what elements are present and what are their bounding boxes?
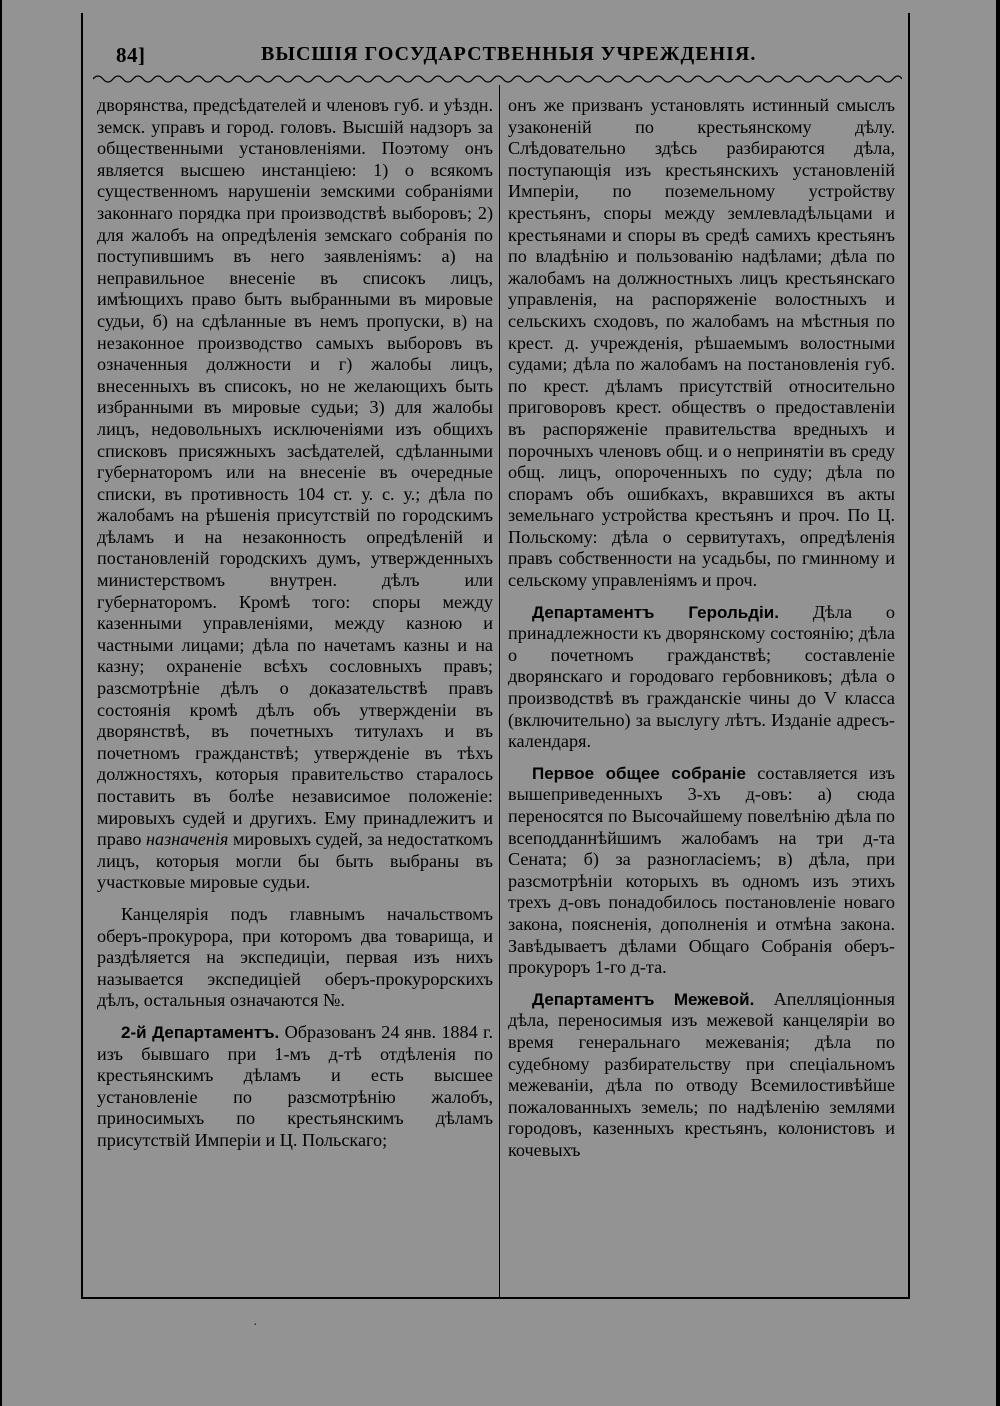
book-page — [2, 0, 996, 1406]
right-column — [508, 95, 895, 1162]
right-p3-body: составляется изъ вышеприведенныхъ 3-хъ д-овъ: а) сюда переносятся по Высочайшему повелѣнію дѣла по всеподданнѣйшимъ жалобамъ на три д-та Сената; б) за разногласіемъ; в) дѣла, при разсмотрѣніи которыхъ въ одномъ изъ этихъ трехъ д-овъ понадобилось постановленіе новаго закона, поясненія, дополненія и отмѣна закона. Завѣдываетъ дѣлами Общаго Собранія оберъ-прокуроръ 1-го д-та. — [508, 762, 895, 978]
section-heading-heraldry: Департаментъ Герольдіи. — [532, 602, 779, 622]
left-column — [97, 95, 493, 1152]
wavy-rule-ornament — [93, 73, 902, 85]
section-heading-2nd-department: 2-й Департаментъ. — [121, 1022, 280, 1042]
left-p1-text-start: дворянства, предсѣдателей и членовъ губ. и уѣздн. земск. управъ и город. головъ. Высшій надзоръ за общественными установленіями. Поэтому онъ является высшею инстанціею: 1) о всякомъ существенномъ нарушеніи земскими собраніями законнаго порядка при производствѣ выборовъ; 2) для жалобъ на опредѣленія земскаго собранія по поступившимъ въ него заявленіямъ: а) на неправильное внесеніе въ списокъ лицъ, имѣющихъ право быть выбранными въ мировые судьи, б) на сдѣланные въ немъ пропуски, в) на незаконное производство самыхъ выборовъ въ означенныя должности и г) жалобы лицъ, внесенныхъ въ списокъ, но не желающихъ быть избранными въ мировые судьи; 3) для жалобы лицъ, недовольныхъ исключеніями изъ общихъ списковъ присяжныхъ засѣдателей, сдѣланными губернаторомъ или на внесеніе въ очередные списки, въ противность 104 ст. у. с. у.; дѣла по жалобамъ на рѣшенія присутствій по городскимъ дѣламъ и на незаконность опредѣленій и постановленій городскихъ думъ, утвержденныхъ министерствомъ внутрен. дѣлъ или губернаторомъ. Кромѣ того: споры между казенными управленіями, между казною и частными лицами; дѣла по начетамъ казны и на казну; охраненіе всѣхъ сословныхъ правъ; разсмотрѣніе дѣлъ о доказательствѣ правъ состоянія кромѣ дѣлъ объ утвержденіи въ дворянствѣ, въ почетныхъ титулахъ и въ почетномъ гражданствѣ; утвержденіе въ тѣхъ должностяхъ, которыя правительство старалось поставить въ болѣе независимое положеніе: мировыхъ судей и другихъ. Ему принадлежитъ и право — [97, 95, 493, 850]
left-paragraph-2: Канцелярія подъ главнымъ начальствомъ оберъ-прокурора, при которомъ два товарища, и раздѣляется на экспедиціи, первая изъ нихъ называется экспедиціей оберъ-прокурорскихъ дѣлъ, остальныя означаются №. — [97, 903, 493, 1011]
left-paragraph-3 — [97, 1022, 493, 1152]
right-paragraph-2 — [508, 602, 895, 753]
stray-ink-mark: · — [253, 1318, 258, 1333]
left-paragraph-1 — [97, 95, 493, 894]
left-p1-text-end: мировыхъ судей, за недостаткомъ лицъ, которыя могли бы быть выбраны въ участковые мировые судьи. — [97, 829, 493, 893]
right-p2-body: Дѣла о принадлежности къ дворянскому состоянію; дѣла о почетномъ гражданствѣ; составленіе дворянскаго и городоваго гербовниковъ; дѣла о производствѣ въ гражданскіе чины до V класса (включительно) за выслугу лѣтъ. Изданіе адресъ-календаря. — [508, 601, 895, 752]
right-paragraph-4 — [508, 989, 895, 1162]
section-heading-general-assembly: Первое общее собраніе — [532, 763, 746, 783]
section-heading-survey-department: Департаментъ Межевой. — [532, 989, 755, 1009]
page-header — [83, 43, 908, 73]
left-p3-body: Образованъ 24 янв. 1884 г. изъ бывшаго при 1-мъ д-тѣ отдѣленія по крестьянскимъ дѣламъ и есть высшее установленіе по разсмотрѣнію жалобъ, приносимыхъ по крестьянскимъ дѣламъ присутствій Имперіи и Ц. Польскаго; — [97, 1021, 493, 1150]
column-divider — [499, 85, 500, 1297]
running-head: ВЫСШІЯ ГОСУДАРСТВЕННЫЯ УЧРЕЖДЕНІЯ. — [261, 43, 757, 65]
right-paragraph-3 — [508, 763, 895, 979]
left-p1-italic-word: назначенія — [146, 829, 229, 850]
page-frame — [81, 13, 910, 1299]
right-paragraph-1: онъ же призванъ установлять истинный смыслъ узаконеній по крестьянскому дѣлу. Слѣдовательно здѣсь разбираются дѣла, поступающія изъ крестьянскихъ установленій Имперіи, по поземельному устройству крестьянъ, споры между землевладѣльцами и крестьянами и споры въ средѣ самихъ крестьянъ по владѣнію и пользованію надѣлами; дѣла по жалобамъ на должностныхъ лицъ крестьянскаго управленія, на распоряженіе волостныхъ и сельскихъ сходовъ, по жалобамъ на мѣстныя по крест. д. учрежденія, рѣшаемымъ волостными судами; дѣла по жалобамъ на постановленія губ. по крест. дѣламъ присутствій относительно приговоровъ крест. обществъ о предоставленіи въ распоряженіе правительства вредныхъ и порочныхъ членовъ общ. и о непринятіи въ среду общ. лицъ, опороченныхъ по суду; дѣла по спорамъ объ ошибкахъ, вкравшихся въ акты земельнаго устройства крестьянъ и проч. По Ц. Польскому: дѣла о сервитутахъ, опредѣленія правъ собственности на усадьбы, по гминному и сельскому управленіямъ и проч. — [508, 95, 895, 591]
page-number: 84] — [116, 43, 146, 67]
right-p4-body: Апелляціонныя дѣла, переносимыя изъ межевой канцеляріи во время генеральнаго межеванія; дѣла по судебному разбирательству при спеціальномъ межеваніи, дѣла по отводу Всемилостивѣйше пожалованныхъ земель; по надѣленію землями городовъ, казенныхъ крестьянъ, колонистовъ и кочевыхъ — [508, 988, 896, 1160]
